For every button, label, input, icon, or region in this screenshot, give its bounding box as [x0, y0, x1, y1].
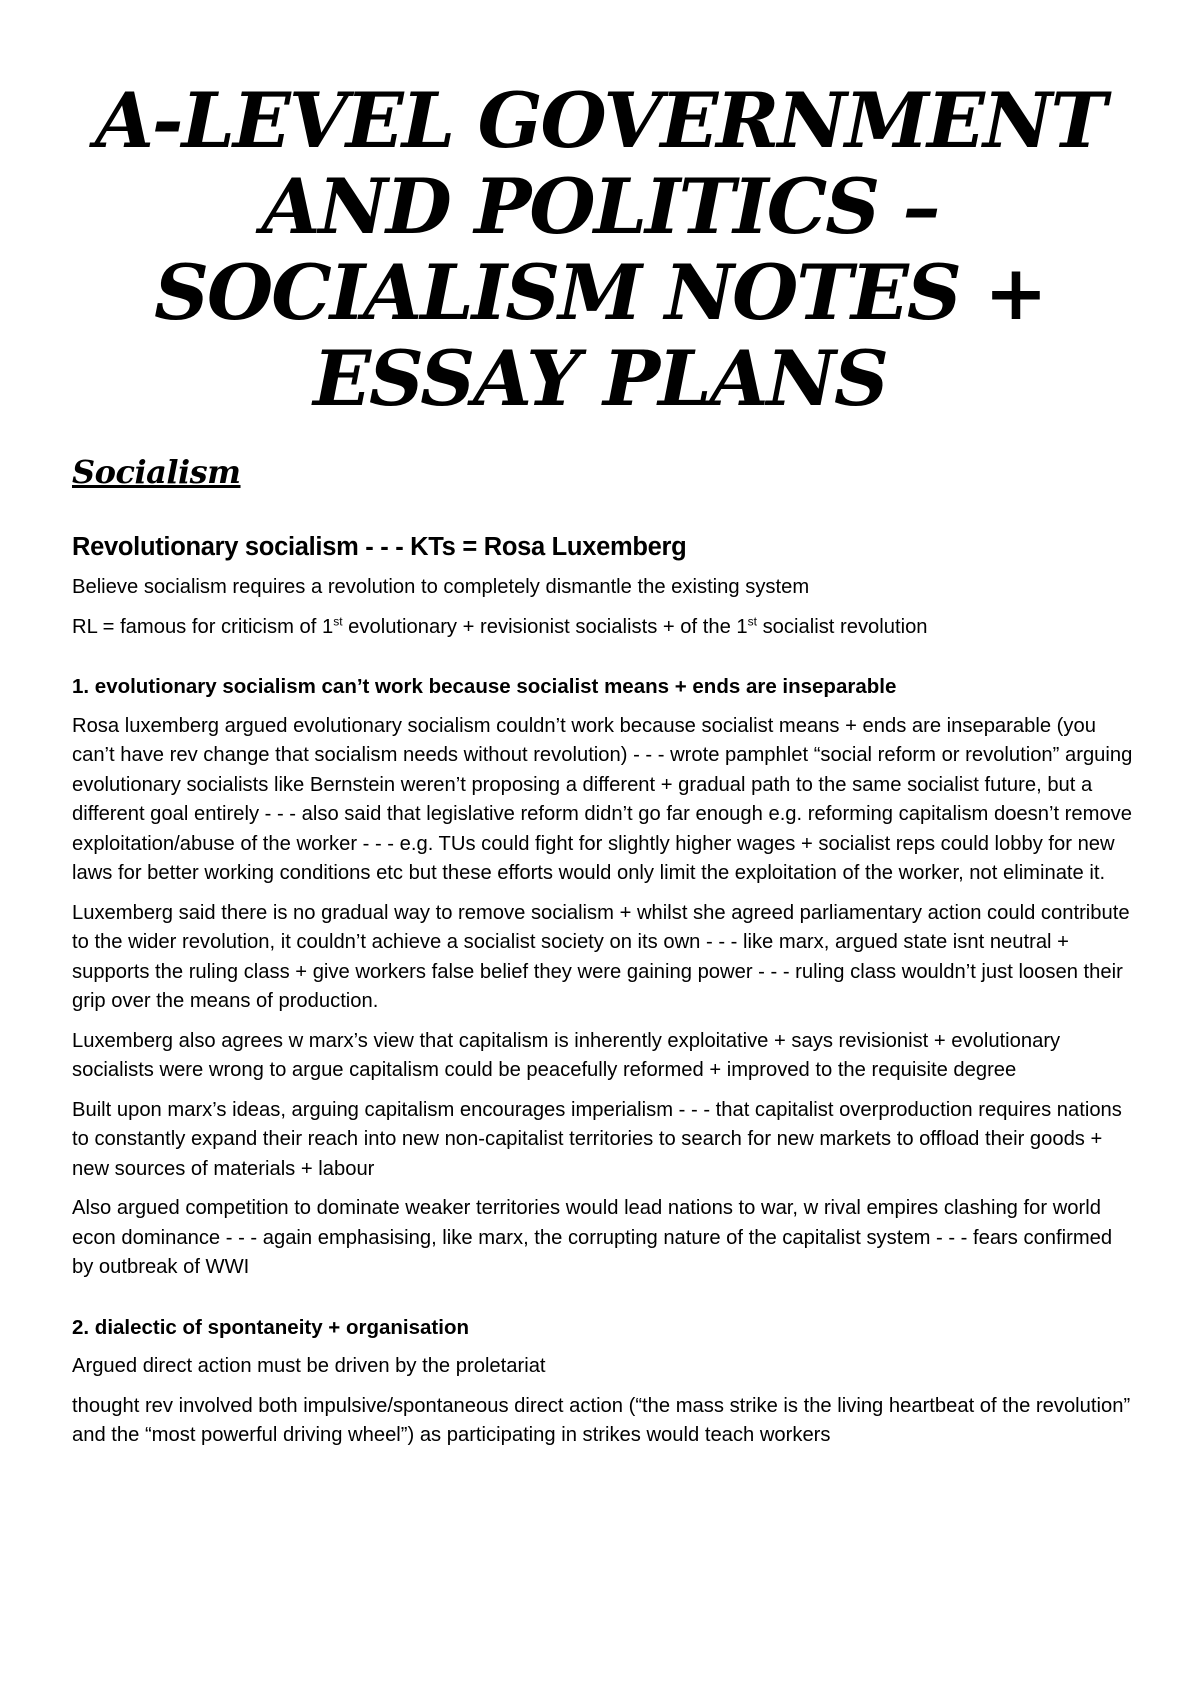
subsection-heading: Revolutionary socialism - - - KTs = Rosa Luxemberg: [72, 533, 687, 561]
title-line: AND POLITICS –: [261, 162, 939, 251]
point-1-paragraph: Also argued competition to dominate weaker territories would lead nations to war, w rival empires clashing for world econ dominance - - - again emphasising, like marx, the corrupting nature of the capitalist system - - - fears confirmed by outbreak of WWI: [72, 1197, 1113, 1278]
superscript: st: [333, 613, 343, 628]
point-1-paragraph: Luxemberg said there is no gradual way to remove socialism + whilst she agreed parliamentary action could contribute to the wider revolution, it couldn’t achieve a socialist society on its own - - - like marx, argued state isnt neutral + supports the ruling class + give workers false belief they were gaining power - - - ruling class wouldn’t just loosen their grip over the means of production.: [72, 901, 1130, 1012]
point-1-heading: 1. evolutionary socialism can’t work because socialist means + ends are inseparable: [72, 675, 897, 698]
document-body: [72, 530, 1136, 1461]
superscript: st: [747, 613, 757, 628]
title-line: A-LEVEL GOVERNMENT: [94, 76, 1106, 165]
title-line: ESSAY PLANS: [313, 334, 887, 423]
title-line: SOCIALISM NOTES +: [154, 248, 1046, 337]
intro-paragraph-rl: [72, 613, 1136, 643]
point-1-paragraph: Luxemberg also agrees w marx’s view that capitalism is inherently exploitative + says revisionist + evolutionary socialists were wrong to argue capitalism could be peacefully reformed + improved to the requisite degree: [72, 1029, 1061, 1081]
text-run: evolutionary + revisionist socialists + of the 1: [342, 615, 748, 638]
point-2-paragraph: thought rev involved both impulsive/spontaneous direct action (“the mass strike is the living heartbeat of the revolution” and the “most powerful driving wheel”) as participating in strikes would teach workers: [72, 1394, 1131, 1446]
point-1-paragraph: Rosa luxemberg argued evolutionary socialism couldn’t work because socialist means + ends are inseparable (you can’t have rev change that socialism needs without revolution) - - - wrote pamphlet “social reform or revolution” arguing evolutionary socialists like Bernstein weren’t proposing a different + gradual path to the same socialist future, but a different goal entirely - - - also said that legislative reform didn’t go far enough e.g. reforming capitalism doesn’t remove exploitation/abuse of the worker - - - e.g. TUs could fight for slightly higher wages + socialist reps could lobby for new laws for better working conditions etc but these efforts would only limit the exploitation of the worker, not eliminate it.: [72, 714, 1133, 884]
point-2-heading: 2. dialectic of spontaneity + organisation: [72, 1315, 469, 1339]
text-run: socialist revolution: [756, 615, 928, 638]
section-heading: Socialism: [72, 453, 241, 491]
intro-paragraph: Believe socialism requires a revolution to completely dismantle the existing system: [72, 576, 810, 598]
text-run: RL = famous for criticism of 1: [72, 615, 334, 638]
point-1-paragraph: Built upon marx’s ideas, arguing capitalism encourages imperialism - - - that capitalist overproduction requires nations to constantly expand their reach into new non-capitalist territories to search for new markets to offload their goods + new sources of materials + labour: [72, 1098, 1122, 1180]
point-2-paragraph: Argued direct action must be driven by the proletariat: [72, 1355, 546, 1377]
document-title: [60, 78, 1140, 422]
